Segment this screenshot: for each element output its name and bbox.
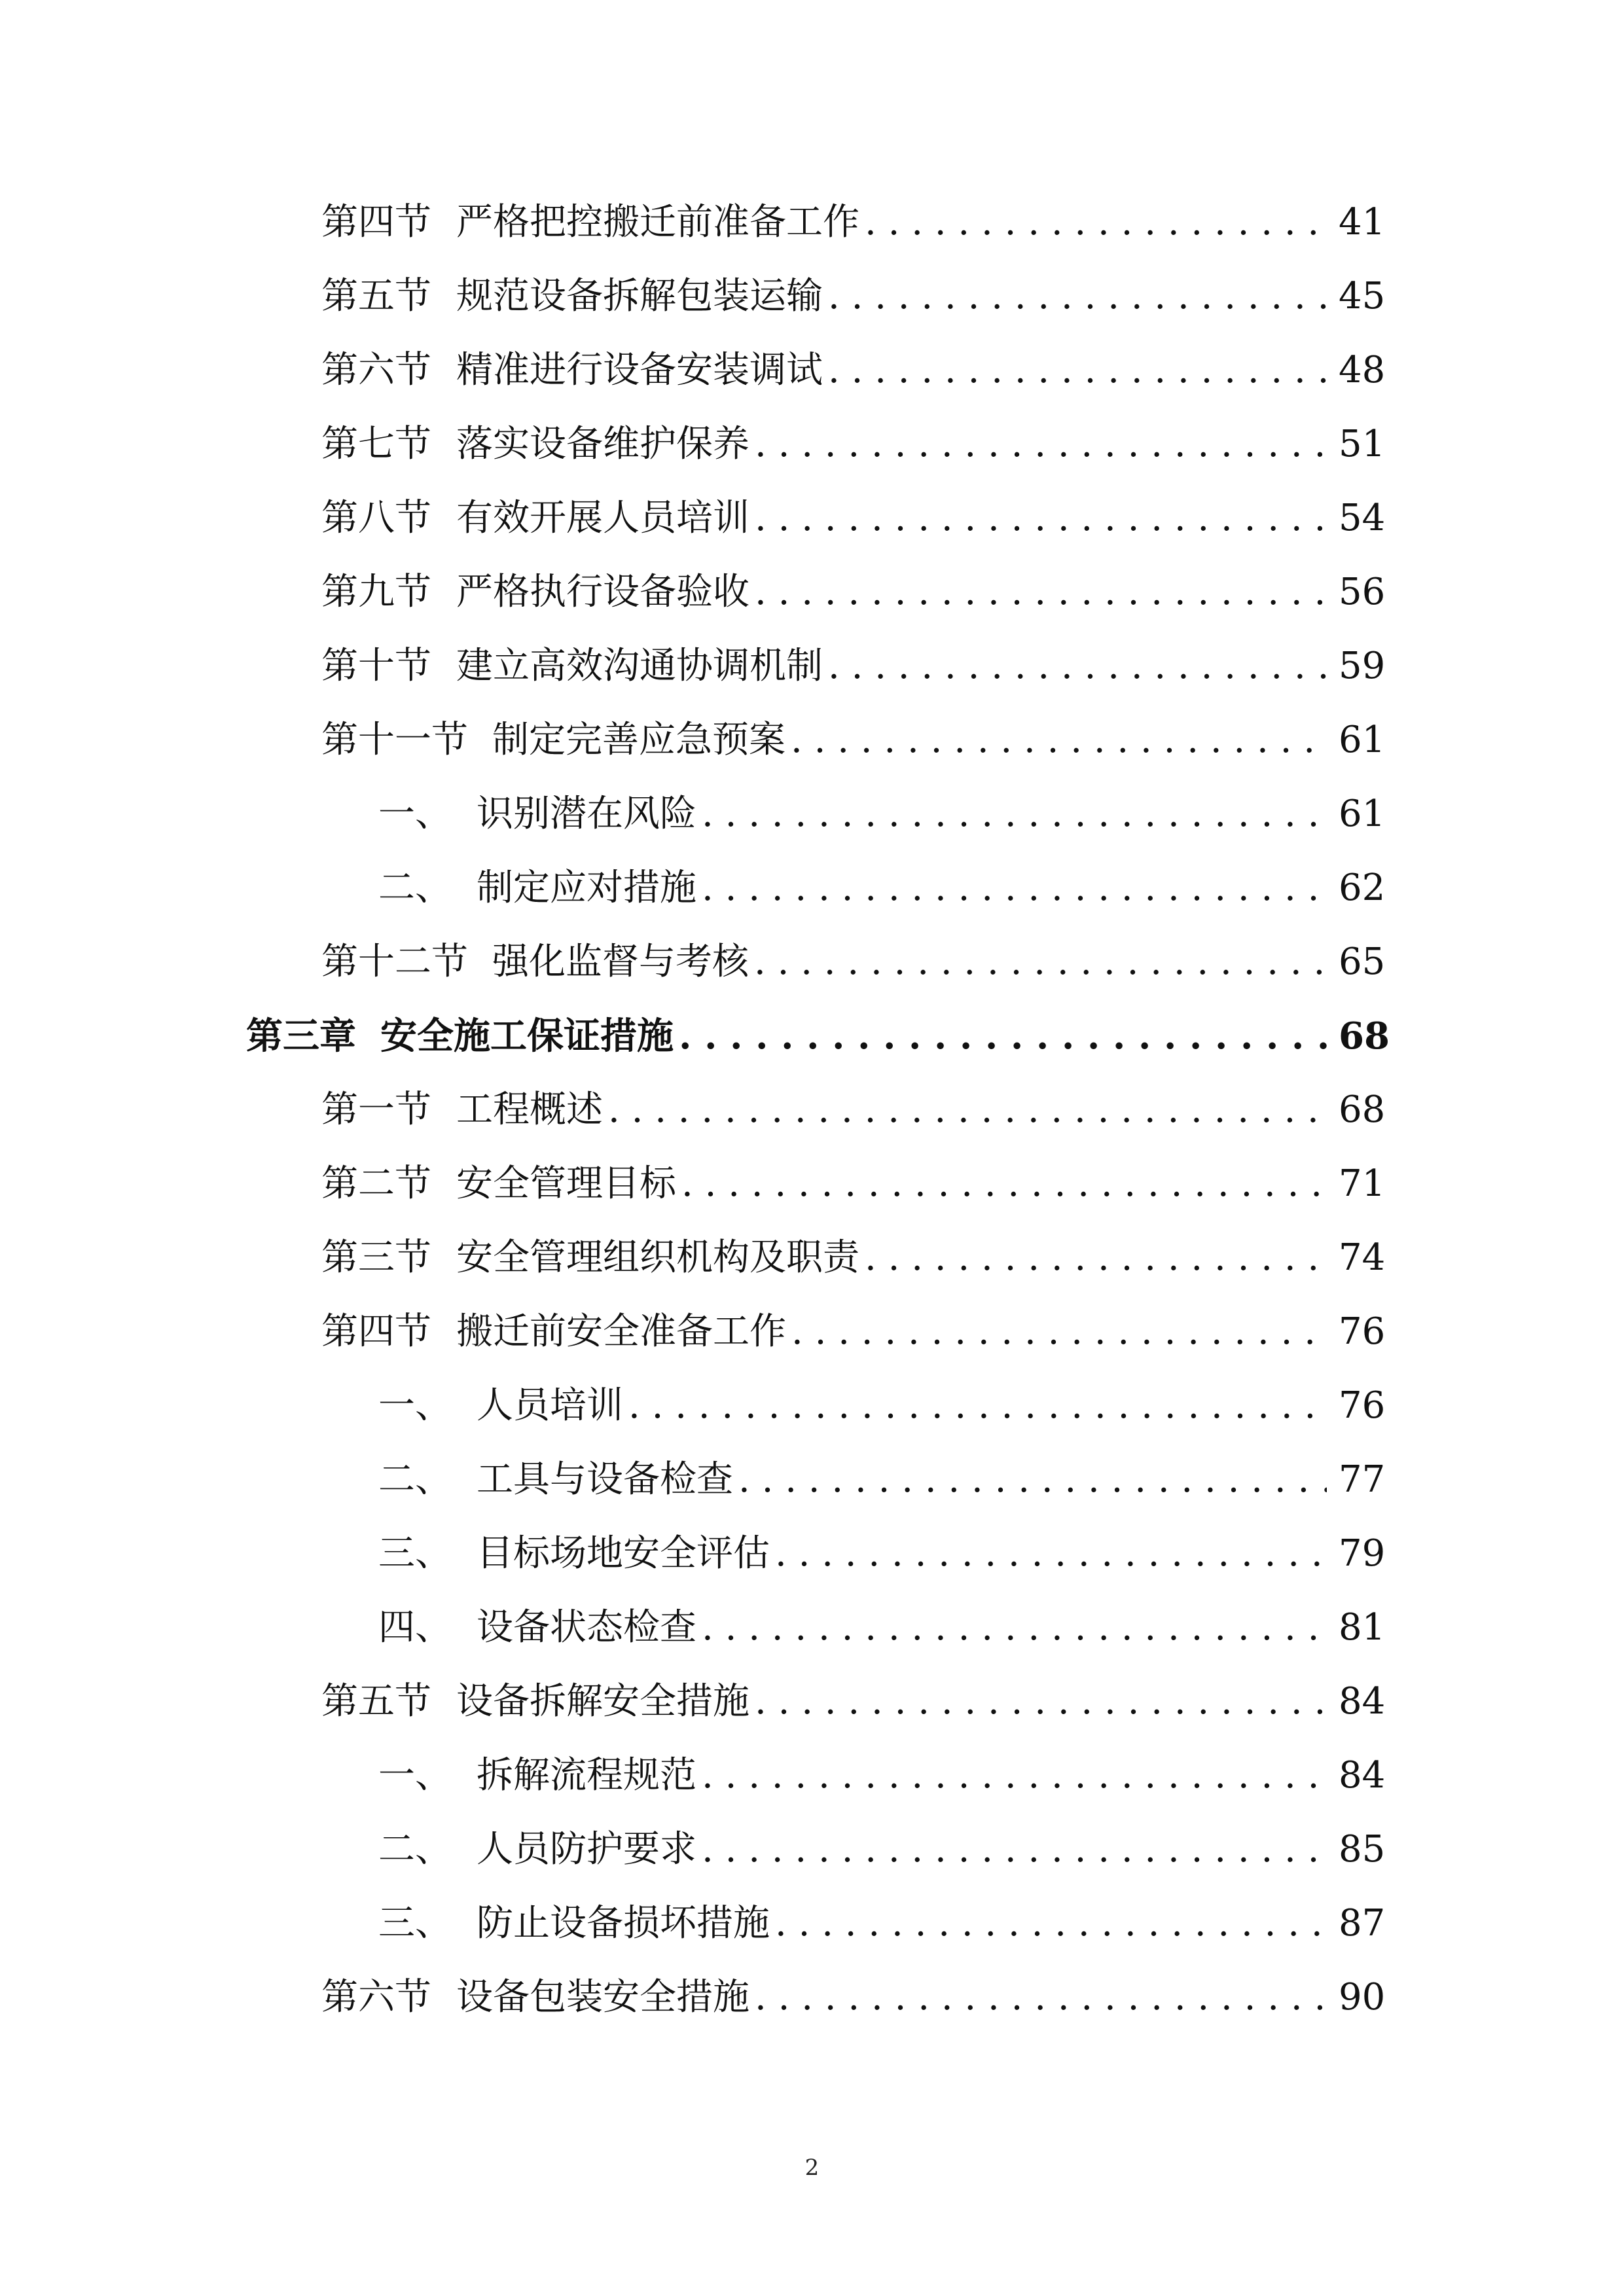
toc-entry-number: 第七节: [321, 423, 431, 465]
toc-entry-number: 第四节: [321, 1310, 431, 1353]
toc-leader-dots: [702, 1598, 1327, 1657]
toc-chapter-entry[interactable]: [246, 1007, 1390, 1066]
toc-entry-number: 第六节: [321, 1976, 431, 2018]
toc-entry-page: 76: [1339, 1310, 1386, 1353]
toc-entry-page: 51: [1339, 423, 1386, 465]
toc-leader-dots: [775, 1524, 1327, 1583]
toc-entry-page: 74: [1339, 1236, 1386, 1279]
toc-entry[interactable]: [378, 1450, 1386, 1509]
toc-entry-title: 制定应对措施: [477, 867, 696, 909]
toc-entry-title: 强化监督与考核: [492, 941, 749, 983]
toc-entry[interactable]: [378, 1820, 1386, 1879]
toc-entry[interactable]: [321, 563, 1386, 622]
toc-entry-number: 二、: [378, 867, 452, 909]
toc-leader-dots: [702, 859, 1327, 918]
toc-entry-title: 设备包装安全措施: [456, 1976, 749, 2018]
toc-entry[interactable]: [378, 1746, 1386, 1805]
toc-leader-dots: [679, 1007, 1327, 1066]
toc-entry-number: 第四节: [321, 201, 431, 243]
toc-entry-page: 62: [1339, 867, 1386, 909]
toc-entry-number: 三、: [378, 1532, 452, 1575]
toc-entry-page: 84: [1339, 1754, 1386, 1797]
toc-entry-page: 41: [1339, 201, 1386, 243]
toc-leader-dots: [791, 711, 1327, 770]
toc-entry-title: 人员培训: [477, 1384, 623, 1427]
toc-entry-title: 安全管理组织机构及职责: [456, 1236, 859, 1279]
toc-entry-number: 第九节: [321, 571, 431, 613]
toc-entry-page: 61: [1339, 793, 1386, 835]
toc-entry[interactable]: [321, 1155, 1386, 1213]
toc-entry-page: 54: [1339, 497, 1386, 539]
toc-entry-title: 安全管理目标: [456, 1162, 676, 1205]
toc-entry[interactable]: [378, 1376, 1386, 1435]
toc-leader-dots: [702, 785, 1327, 844]
toc-entry-title: 安全施工保证措施: [380, 1014, 674, 1058]
toc-entry-page: 56: [1339, 571, 1386, 613]
toc-entry[interactable]: [321, 637, 1386, 696]
toc-entry-number: 二、: [378, 1458, 452, 1501]
toc-leader-dots: [865, 193, 1327, 252]
toc-entry-number: 一、: [378, 1754, 452, 1797]
toc-entry-title: 严格执行设备验收: [456, 571, 749, 613]
toc-entry[interactable]: [321, 1081, 1386, 1139]
toc-entry-title: 工程概述: [456, 1088, 603, 1131]
toc-entry-page: 81: [1339, 1606, 1386, 1649]
toc-entry-page: 79: [1339, 1532, 1386, 1575]
toc-entry-page: 76: [1339, 1384, 1386, 1427]
toc-entry[interactable]: [378, 1524, 1386, 1583]
toc-entry-number: 第六节: [321, 349, 431, 391]
toc-entry-number: 三、: [378, 1902, 452, 1945]
toc-entry-title: 识别潜在风险: [477, 793, 696, 835]
toc-entry[interactable]: [378, 785, 1386, 844]
toc-entry[interactable]: [378, 1894, 1386, 1953]
toc-entry-number: 一、: [378, 793, 452, 835]
toc-leader-dots: [828, 267, 1327, 326]
toc-leader-dots: [755, 1968, 1327, 2027]
toc-entry-page: 90: [1339, 1976, 1386, 2018]
toc-entry[interactable]: [321, 415, 1386, 474]
toc-entry[interactable]: [321, 341, 1386, 400]
toc-entry[interactable]: [378, 1598, 1386, 1657]
toc-leader-dots: [828, 637, 1327, 696]
toc-leader-dots: [791, 1302, 1327, 1361]
toc-entry[interactable]: [321, 1968, 1386, 2027]
toc-leader-dots: [738, 1450, 1327, 1509]
toc-leader-dots: [681, 1155, 1327, 1213]
toc-entry-number: 第五节: [321, 1680, 431, 1723]
toc-entry-title: 有效开展人员培训: [456, 497, 749, 539]
page-number: 2: [804, 2155, 820, 2181]
toc-entry[interactable]: [321, 1229, 1386, 1287]
toc-entry-number: 第一节: [321, 1088, 431, 1131]
toc-leader-dots: [755, 415, 1327, 474]
toc-entry-page: 84: [1339, 1680, 1386, 1723]
toc-leader-dots: [702, 1746, 1327, 1805]
toc-entry-number: 一、: [378, 1384, 452, 1427]
toc-entry-page: 85: [1339, 1828, 1386, 1871]
toc-leader-dots: [755, 1672, 1327, 1731]
toc-entry-title: 制定完善应急预案: [492, 719, 785, 761]
toc-leader-dots: [828, 341, 1327, 400]
toc-entry-title: 精准进行设备安装调试: [456, 349, 823, 391]
toc-entry-page: 45: [1339, 275, 1386, 317]
toc-entry-page: 68: [1339, 1088, 1386, 1131]
toc-entry-page: 65: [1339, 941, 1386, 983]
toc-leader-dots: [755, 489, 1327, 548]
toc-entry-title: 建立高效沟通协调机制: [456, 645, 823, 687]
toc-entry-number: 二、: [378, 1828, 452, 1871]
toc-entry-page: 61: [1339, 719, 1386, 761]
toc-entry-number: 第三节: [321, 1236, 431, 1279]
toc-leader-dots: [775, 1894, 1327, 1953]
toc-entry-page: 59: [1339, 645, 1386, 687]
toc-leader-dots: [608, 1081, 1327, 1139]
toc-entry[interactable]: [321, 1672, 1386, 1731]
toc-entry-page: 87: [1339, 1902, 1386, 1945]
toc-entry-title: 规范设备拆解包装运输: [456, 275, 823, 317]
toc-entry[interactable]: [321, 933, 1386, 992]
toc-entry-page: 48: [1339, 349, 1386, 391]
toc-leader-dots: [865, 1229, 1327, 1287]
toc-entry-page: 68: [1339, 1014, 1390, 1058]
toc-entry-title: 搬迁前安全准备工作: [456, 1310, 786, 1353]
toc-entry-title: 防止设备损坏措施: [477, 1902, 770, 1945]
toc-entry-number: 第十节: [321, 645, 431, 687]
toc-entry-number: 第五节: [321, 275, 431, 317]
toc-leader-dots: [754, 933, 1327, 992]
toc-entry[interactable]: [378, 859, 1386, 918]
toc-entry[interactable]: [321, 489, 1386, 548]
toc-entry-title: 设备拆解安全措施: [456, 1680, 749, 1723]
toc-entry-title: 工具与设备检查: [477, 1458, 733, 1501]
toc-entry[interactable]: [321, 193, 1386, 252]
toc-entry-title: 落实设备维护保养: [456, 423, 749, 465]
toc-entry-page: 77: [1339, 1458, 1386, 1501]
toc-entry[interactable]: [321, 711, 1386, 770]
toc-leader-dots: [628, 1376, 1327, 1435]
toc-entry-page: 71: [1339, 1162, 1386, 1205]
toc-entry[interactable]: [321, 1302, 1386, 1361]
toc-entry-number: 第三章: [246, 1014, 356, 1058]
toc-entry-number: 第十二节: [321, 941, 468, 983]
toc-leader-dots: [702, 1820, 1327, 1879]
toc-entry[interactable]: [321, 267, 1386, 326]
toc-entry-number: 四、: [378, 1606, 452, 1649]
toc-entry-title: 人员防护要求: [477, 1828, 696, 1871]
toc-leader-dots: [755, 563, 1327, 622]
toc-entry-number: 第十一节: [321, 719, 468, 761]
toc-entry-number: 第八节: [321, 497, 431, 539]
toc-entry-title: 目标场地安全评估: [477, 1532, 770, 1575]
toc-entry-title: 严格把控搬迁前准备工作: [456, 201, 859, 243]
toc-entry-title: 设备状态检查: [477, 1606, 696, 1649]
toc-entry-number: 第二节: [321, 1162, 431, 1205]
toc-entry-title: 拆解流程规范: [477, 1754, 696, 1797]
